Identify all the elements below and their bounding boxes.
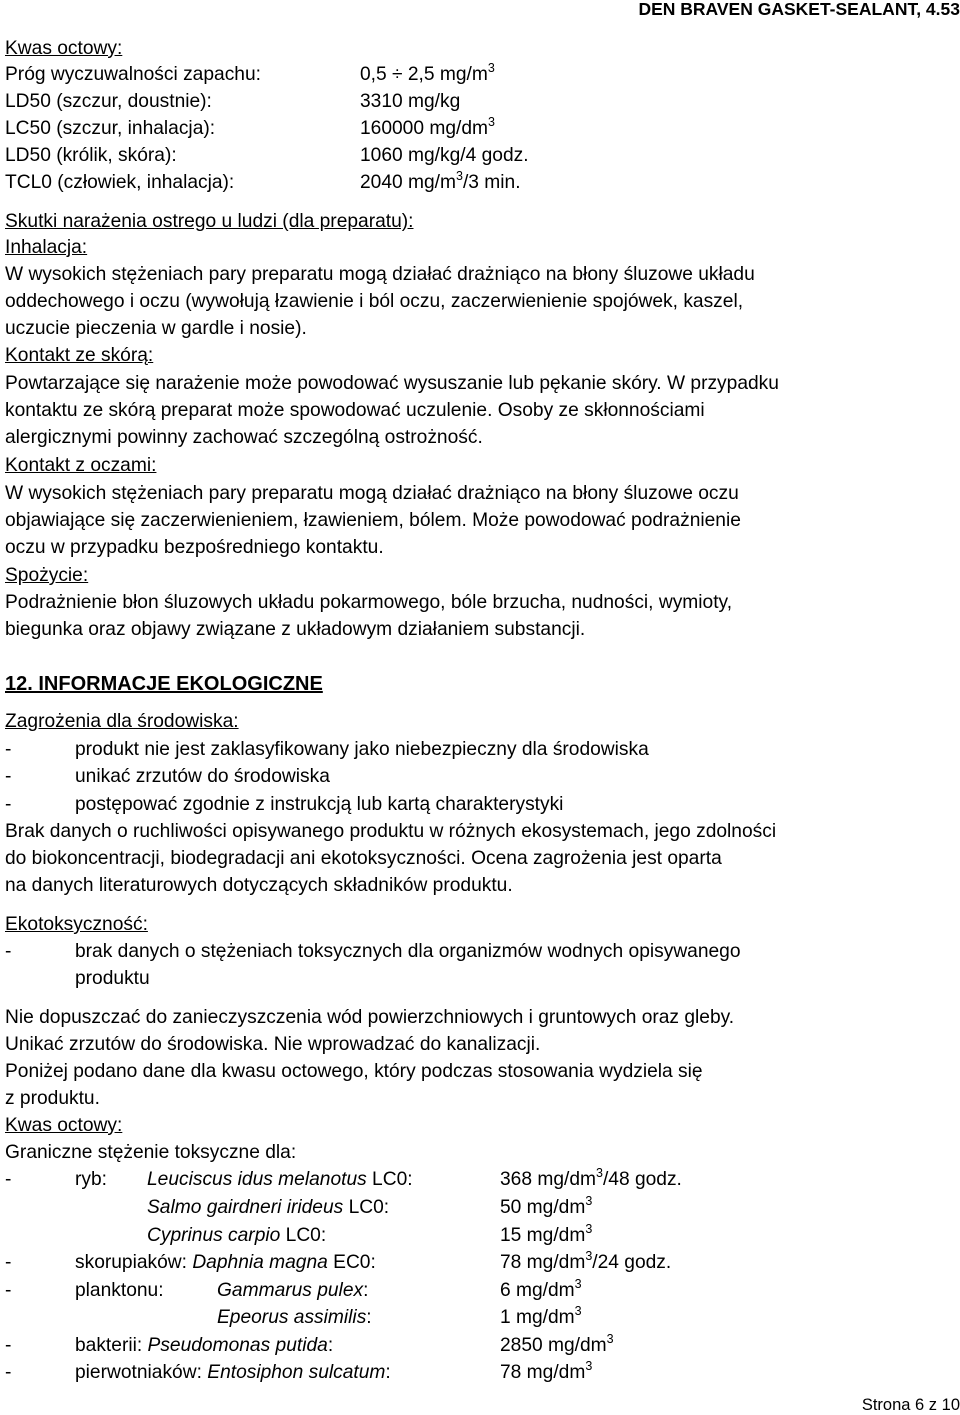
species: Gammarus pulex: bbox=[217, 1280, 369, 1301]
toxicity-value: 2850 $mg/dm^3$ bbox=[500, 1332, 614, 1356]
paragraph-text: z produktu. bbox=[5, 1088, 100, 1109]
bullet-dash: - bbox=[5, 1169, 12, 1190]
inhalation-heading: Inhalacja: bbox=[5, 237, 88, 258]
paragraph-text: Nie dopuszczać do zanieczyszczenia wód powierzchniowych i gruntowych oraz gleby. bbox=[5, 1007, 735, 1028]
document-header: DEN BRAVEN GASKET-SEALANT, 4.53 bbox=[638, 0, 960, 19]
paragraph-text: na danych literaturowych dotyczących składników produktu. bbox=[5, 875, 513, 896]
toxicity-value: 6 $mg/dm^3$ bbox=[500, 1277, 582, 1301]
ingestion-text: biegunka oraz objawy związane z układowym działaniem substancji. bbox=[5, 619, 586, 640]
ecotox-heading: Ekotoksyczność: bbox=[5, 914, 148, 935]
limit-heading: Graniczne stężenie toksyczne dla: bbox=[5, 1142, 297, 1163]
tox-value: 2040 $mg/m^3/3$ min. bbox=[360, 169, 521, 193]
toxicity-value: 78 $mg/dm^3/24$ godz. bbox=[500, 1249, 672, 1273]
bullet-dash: - bbox=[5, 739, 12, 760]
toxicity-value: 78 $mg/dm^3$ bbox=[500, 1359, 593, 1383]
species: bakterii: Pseudomonas putida: bbox=[75, 1335, 334, 1356]
eye-text: oczu w przypadku bezpośredniego kontaktu. bbox=[5, 537, 384, 558]
bullet-item: unikać zrzutów do środowiska bbox=[75, 766, 330, 787]
tox-heading: Kwas octowy: bbox=[5, 38, 123, 59]
eye-text: objawiające się zaczerwienieniem, łzawieniem, bólem. Może powodować podrażnienie bbox=[5, 510, 741, 531]
species: Leuciscus idus melanotus LC0: bbox=[147, 1169, 413, 1190]
species: skorupiaków: Daphnia magna EC0: bbox=[75, 1252, 376, 1273]
species: Cyprinus carpio LC0: bbox=[147, 1225, 327, 1246]
effects-heading: Skutki narażenia ostrego u ludzi (dla preparatu): bbox=[5, 211, 414, 232]
skin-text: kontaktu ze skórą preparat może spowodować uczulenie. Osoby ze skłonnościami bbox=[5, 400, 705, 421]
toxicity-value: 1 $mg/dm^3$ bbox=[500, 1304, 582, 1328]
tox-value: 3310 mg/kg bbox=[360, 91, 461, 112]
inhalation-text: oddechowego i oczu (wywołują łzawienie i ból oczu, zaczerwienienie spojówek, kaszel, bbox=[5, 291, 744, 312]
bullet-dash: - bbox=[5, 1335, 12, 1356]
species: pierwotniaków: Entosiphon sulcatum: bbox=[75, 1362, 391, 1383]
tox-value: 0,5 ÷ 2,5 $mg/m^3$ bbox=[360, 61, 495, 85]
eye-text: W wysokich stężeniach pary preparatu mogą działać drażniąco na błony śluzowe oczu bbox=[5, 483, 739, 504]
ingestion-heading: Spożycie: bbox=[5, 565, 89, 586]
skin-text: Powtarzające się narażenie może powodować wysuszanie lub pękanie skóry. W przypadku bbox=[5, 373, 779, 394]
page-number: Strona 6 z 10 bbox=[861, 1396, 960, 1414]
skin-text: alergicznymi powinny zachować szczególną ostrożność. bbox=[5, 427, 483, 448]
species: Salmo gairdneri irideus LC0: bbox=[147, 1197, 390, 1218]
toxicity-value: 15 $mg/dm^3$ bbox=[500, 1222, 593, 1246]
species: Epeorus assimilis: bbox=[217, 1307, 372, 1328]
bullet-dash: - bbox=[5, 794, 12, 815]
paragraph-text: do biokoncentracji, biodegradacji ani ekotoksyczności. Ocena zagrożenia jest oparta bbox=[5, 848, 722, 869]
threats-heading: Zagrożenia dla środowiska: bbox=[5, 711, 239, 732]
toxicity-value: 368 $mg/dm^3/48$ godz. bbox=[500, 1166, 682, 1190]
inhalation-text: W wysokich stężeniach pary preparatu mogą działać drażniąco na błony śluzowe układu bbox=[5, 264, 755, 285]
acid-heading: Kwas octowy: bbox=[5, 1115, 123, 1136]
tox-value: 1060 mg/kg/4 godz. bbox=[360, 145, 529, 166]
paragraph-text: Brak danych o ruchliwości opisywanego produktu w różnych ekosystemach, jego zdolności bbox=[5, 821, 777, 842]
paragraph-text: Unikać zrzutów do środowiska. Nie wprowadzać do kanalizacji. bbox=[5, 1034, 541, 1055]
tox-value: 160000 $mg/dm^3$ bbox=[360, 115, 495, 139]
bullet-item: postępować zgodnie z instrukcją lub kartą charakterystyki bbox=[75, 794, 564, 815]
toxicity-value: 50 $mg/dm^3$ bbox=[500, 1194, 593, 1218]
bullet-dash: - bbox=[5, 941, 12, 962]
bullet-item: produktu bbox=[75, 968, 150, 989]
tox-row: LD50 (królik, skóra): bbox=[5, 145, 177, 166]
inhalation-text: uczucie pieczenia w gardle i nosie). bbox=[5, 318, 307, 339]
bullet-item: brak danych o stężeniach toksycznych dla organizmów wodnych opisywanego bbox=[75, 941, 741, 962]
tox-row: TCL0 (człowiek, inhalacja): bbox=[5, 172, 235, 193]
organism-label: ryb: bbox=[75, 1169, 107, 1190]
bullet-dash: - bbox=[5, 1280, 12, 1301]
skin-heading: Kontakt ze skórą: bbox=[5, 345, 154, 366]
bullet-item: produkt nie jest zaklasyfikowany jako niebezpieczny dla środowiska bbox=[75, 739, 649, 760]
bullet-dash: - bbox=[5, 1252, 12, 1273]
paragraph-text: Poniżej podano dane dla kwasu octowego, który podczas stosowania wydziela się bbox=[5, 1061, 703, 1082]
tox-row: LD50 (szczur, doustnie): bbox=[5, 91, 212, 112]
ingestion-text: Podrażnienie błon śluzowych układu pokarmowego, bóle brzucha, nudności, wymioty, bbox=[5, 592, 733, 613]
organism-label: planktonu: bbox=[75, 1280, 164, 1301]
eye-heading: Kontakt z oczami: bbox=[5, 455, 157, 476]
bullet-dash: - bbox=[5, 1362, 12, 1383]
bullet-dash: - bbox=[5, 766, 12, 787]
tox-row: LC50 (szczur, inhalacja): bbox=[5, 118, 216, 139]
tox-row: Próg wyczuwalności zapachu: bbox=[5, 64, 261, 85]
section-title: 12. INFORMACJE EKOLOGICZNE bbox=[5, 673, 323, 695]
